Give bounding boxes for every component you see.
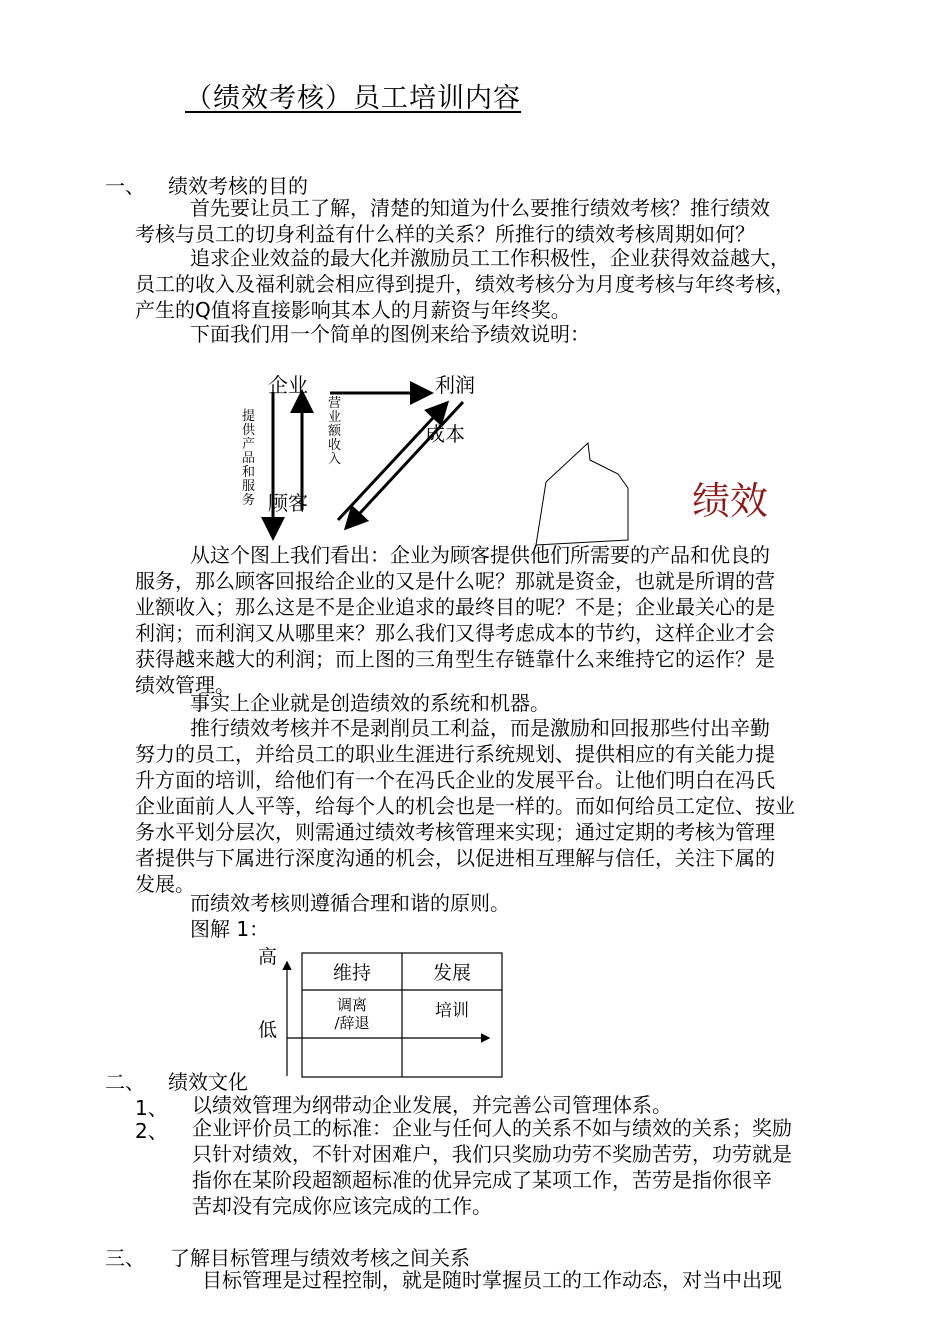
page-title: （绩效考核）员工培训内容 [185,83,521,114]
text-line: 追求企业效益的最大化并激励员工工作积极性，企业获得效益越大， [190,246,790,270]
list-item-1-text: 以绩效管理为纲带动企业发展，并完善公司管理体系。 [192,1093,672,1117]
text-line: 者提供与下属进行深度沟通的机会，以促进相互理解与信任，关注下属的 [135,846,775,870]
text-line: 员工的收入及福利就会相应得到提升，绩效考核分为月度考核与年终考核， [135,272,795,296]
list-item-2-number: 2、 [135,1119,168,1143]
text-line: 企业面前人人平等，给每个人的机会也是一样的。而如何给员工定位、按业 [135,794,795,818]
label-performance: 绩效 [692,479,769,523]
list-item-2-text [192,1115,850,1219]
text-line: 发展。 [135,872,195,896]
text-line: 推行绩效考核并不是剥削员工利益，而是激励和回报那些付出辛勤 [190,716,770,740]
figure-label: 图解 1： [190,917,270,941]
axis-label-low: 低 [258,1019,278,1041]
text-line: 升方面的培训，给他们有一个在冯氏企业的发展平台。让他们明白在冯氏 [135,768,775,792]
text-line: 产生的Q值将直接影响其本人的月薪资与年终奖。 [135,298,571,322]
text-line: 企业评价员工的标准：企业与任何人的关系不如与绩效的关系；奖励 [192,1116,792,1140]
text-line: 获得越来越大的利润；而上图的三角型生存链靠什么来维持它的运作？是 [135,647,775,671]
list-item-1-number: 1、 [135,1096,168,1120]
cell-dismiss [302,996,402,1032]
paragraph-fact: 事实上企业就是创造绩效的系统和机器。 [190,691,550,715]
cell-maintain: 维持 [332,962,371,984]
section-3-para: 目标管理是过程控制，就是随时掌握员工的工作动态，对当中出现 [202,1268,782,1292]
text-line: 利润；而利润又从哪里来？那么我们又得考虑成本的节约，这样企业才会 [135,621,775,645]
label-revenue: 营业额收入 [328,396,342,467]
section-2-heading: 绩效文化 [168,1070,248,1094]
cell-develop: 发展 [432,962,471,984]
label-cost: 成本 [425,422,465,446]
text-line: 只针对绩效，不针对困难户，我们只奖励功劳不奖励苦劳，功劳就是 [192,1142,792,1166]
paragraph-principle: 而绩效考核则遵循合理和谐的原则。 [190,891,510,915]
section-1-para-3: 下面我们用一个简单的图例来给予绩效说明： [190,322,590,346]
text-line: /辞退 [334,1014,370,1032]
text-line: 苦却没有完成你应该完成的工作。 [192,1194,492,1218]
label-customer: 顾客 [268,491,308,515]
text-line: 努力的员工，并给员工的职业生涯进行系统规划、提供相应的有关能力提 [135,742,775,766]
text-line: 务水平划分层次，则需通过绩效考核管理来实现；通过定期的考核为管理 [135,820,775,844]
text-line: 从这个图上我们看出：企业为顾客提供他们所需要的产品和优良的 [190,543,770,567]
label-profit: 利润 [435,373,475,397]
section-1-number: 一、 [105,174,145,198]
text-line: 考核与员工的切身利益有什么样的关系？所推行的绩效考核周期如何？ [135,222,755,246]
text-line: 服务，那么顾客回报给企业的又是什么呢？那就是资金，也就是所谓的营 [135,569,775,593]
label-provide-products: 提供产品和服务 [242,409,256,508]
section-1-heading: 绩效考核的目的 [168,174,308,198]
text-line: 首先要让员工了解，清楚的知道为什么要推行绩效考核？推行绩效 [190,196,770,220]
section-2-number: 二、 [105,1070,145,1094]
label-enterprise: 企业 [268,373,308,397]
text-line: 指你在某阶段超额超标准的优异完成了某项工作，苦劳是指你很辛 [192,1168,772,1192]
text-line: 业额收入；那么这是不是企业追求的最终目的呢？不是；企业最关心的是 [135,595,775,619]
section-3-heading: 了解目标管理与绩效考核之间关系 [170,1246,470,1270]
text-line: 调离 [336,996,367,1014]
axis-label-high: 高 [258,946,278,968]
cell-train: 培训 [435,1001,469,1021]
section-3-number: 三、 [105,1246,145,1270]
text-line: 绩效管理。 [135,673,235,697]
